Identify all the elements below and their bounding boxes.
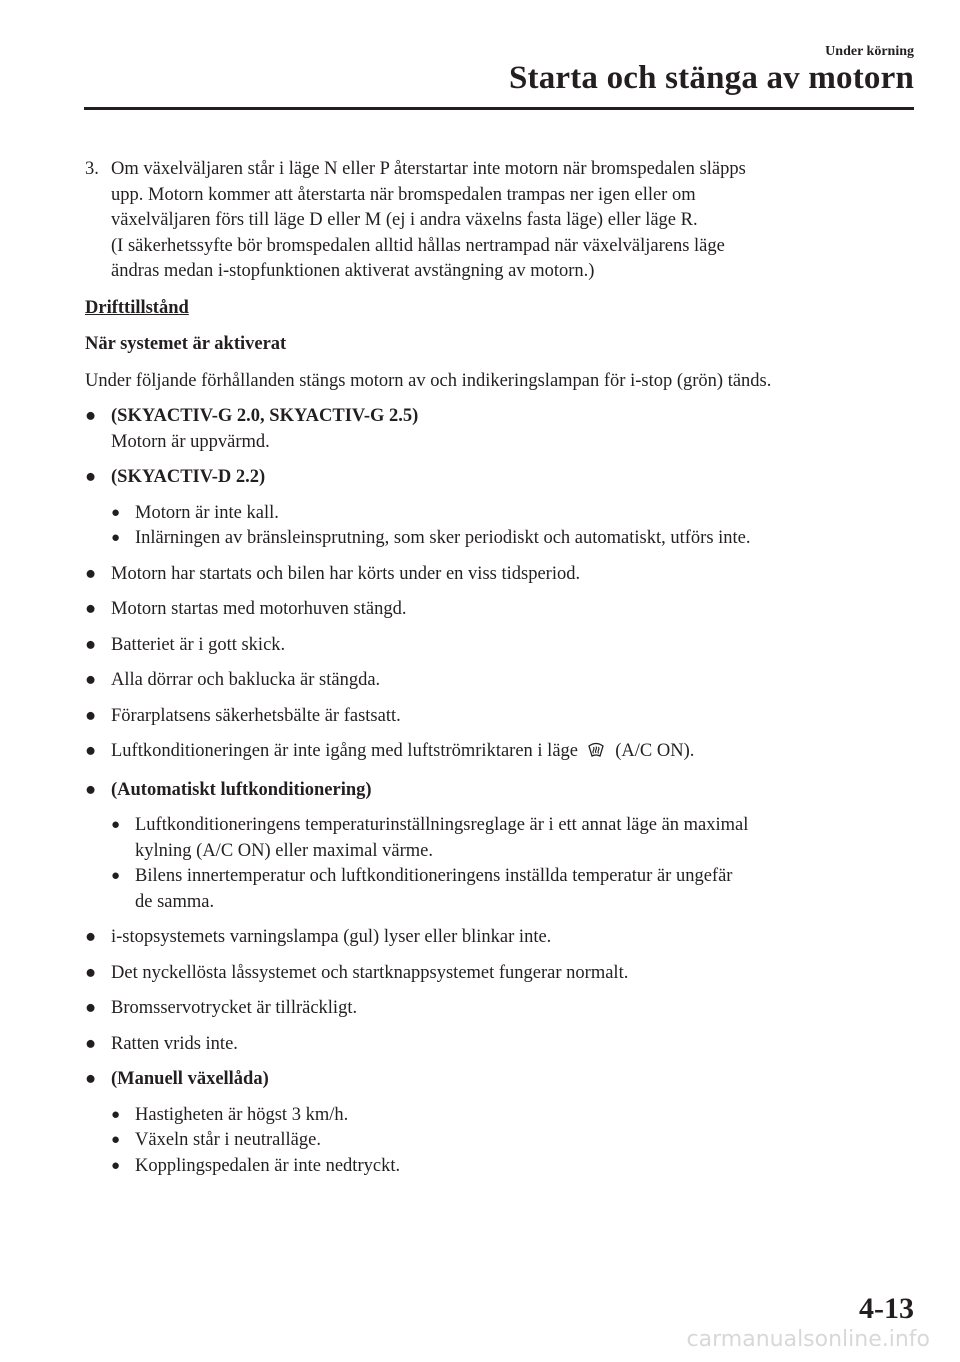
list-item (85, 404, 915, 455)
windshield-defrost-icon (587, 741, 605, 768)
list-item (85, 562, 915, 588)
list-item-text: Luftkonditioneringen är inte igång med luftströmriktaren i läge (111, 741, 578, 761)
list-item-text: (A/C ON). (615, 741, 695, 761)
sub-list-item: ● Hastigheten är högst 3 km/h. (111, 1103, 915, 1129)
list-item-title: (SKYACTIV-G 2.0, SKYACTIV-G 2.5) (111, 406, 419, 426)
list-item (85, 925, 915, 951)
list-item (85, 704, 915, 730)
sub-list-item: ● Kopplingspedalen är inte nedtryckt. (111, 1154, 915, 1180)
list-item-text: Alla dörrar och baklucka är stängda. (111, 670, 381, 690)
list-item (85, 1067, 915, 1093)
list-item-text: Bromsservotrycket är tillräckligt. (111, 998, 358, 1018)
sub-list-item: ● Motorn är inte kall. (111, 501, 915, 527)
section-label: Under körning (825, 44, 914, 59)
list-item-text: Det nyckellösta låssystemet och startknappsystemet fungerar normalt. (111, 962, 629, 983)
bullet-icon: ● (85, 1033, 97, 1054)
list-item-title: (Automatiskt luftkonditionering) (111, 779, 372, 800)
sub-bullet-icon: ● (111, 1157, 121, 1174)
list-item-text: Ratten vrids inte. (111, 1033, 238, 1054)
step-3 (85, 157, 915, 285)
sub-bullet-icon: ● (111, 817, 121, 833)
step-line: växelväljaren förs till läge D eller M (ej i andra växelns fasta läge) eller läge R. (111, 210, 698, 230)
list-item (85, 597, 915, 623)
bullet-icon: ● (85, 962, 97, 983)
list-item-title: (SKYACTIV-D 2.2) (111, 467, 266, 487)
sub-list (111, 1103, 915, 1180)
page-number: 4-13 (859, 1292, 914, 1325)
list-item-title: (Manuell växellåda) (111, 1069, 269, 1089)
intro-paragraph: Under följande förhållanden stängs motorn av och indikeringslampan för i-stop (grön) tänds. (85, 370, 772, 391)
step-text (111, 157, 915, 285)
sub-bullet-icon: ● (111, 868, 121, 884)
subheading: När systemet är aktiverat (85, 334, 287, 354)
sub-list (111, 813, 915, 915)
step-line: ändras medan i-stopfunktionen aktiverat avstängning av motorn.) (111, 261, 595, 281)
list-item (85, 996, 915, 1022)
sub-list (111, 501, 915, 552)
list-item-text: Motorn startas med motorhuven stängd. (111, 599, 407, 619)
list-item (85, 778, 915, 804)
bullet-icon: ● (85, 998, 97, 1018)
step-number: 3. (85, 159, 99, 179)
list-item (85, 668, 915, 694)
sub-list-item: ● Luftkonditioneringens temperaturinställningsreglage är i ett annat läge än maximal kylning (A/C ON) eller maximal värme. (111, 813, 915, 864)
list-item (85, 1032, 915, 1058)
bullet-icon: ● (85, 779, 97, 800)
list-item-text: i-stopsystemets varningslampa (gul) lyser eller blinkar inte. (111, 927, 552, 947)
list-item-text: Batteriet är i gott skick. (111, 634, 286, 655)
bullet-icon: ● (85, 927, 97, 947)
sub-list-item: ● Bilens innertemperatur och luftkonditioneringens inställda temperatur är ungefär de samma. (111, 864, 915, 915)
section-heading: Drifttillstånd (85, 297, 189, 318)
bullet-icon: ● (85, 1069, 97, 1089)
step-line: Om växelväljaren står i läge N eller P återstartar inte motorn när bromspedalen släpps (111, 159, 746, 179)
bullet-icon: ● (85, 406, 97, 426)
header-divider (84, 107, 914, 110)
list-item (85, 465, 915, 491)
sub-bullet-icon: ● (111, 1106, 121, 1123)
sub-bullet-icon: ● (111, 1132, 121, 1148)
bullet-icon: ● (85, 705, 97, 726)
sub-bullet-icon: ● (111, 504, 121, 521)
list-item (85, 961, 915, 987)
page-content (85, 157, 915, 1179)
list-item-text: Motorn är uppvärmd. (111, 431, 270, 452)
list-item (85, 739, 915, 768)
watermark: carmanualsonline.info (686, 1327, 930, 1352)
sub-list-item: ● Växeln står i neutralläge. (111, 1128, 915, 1154)
list-item-text: Motorn har startats och bilen har körts under en viss tidsperiod. (111, 563, 581, 584)
sub-list-item: ● Inlärningen av bränsleinsprutning, som sker periodiskt och automatiskt, utförs inte. (111, 526, 915, 552)
bullet-icon: ● (85, 634, 97, 655)
page-title: Starta och stänga av motorn (508, 60, 914, 96)
bullet-icon: ● (85, 670, 97, 690)
step-line: (I säkerhetssyfte bör bromspedalen alltid hållas nertrampad när växelväljarens läge (111, 235, 725, 256)
bullet-icon: ● (85, 599, 97, 619)
bullet-icon: ● (85, 467, 97, 487)
bullet-icon: ● (85, 563, 97, 584)
list-item-text: Förarplatsens säkerhetsbälte är fastsatt. (111, 705, 401, 726)
step-line: upp. Motorn kommer att återstarta när bromspedalen trampas ner igen eller om (111, 184, 696, 205)
bullet-icon: ● (85, 741, 97, 761)
sub-bullet-icon: ● (111, 530, 121, 546)
list-item (85, 633, 915, 659)
